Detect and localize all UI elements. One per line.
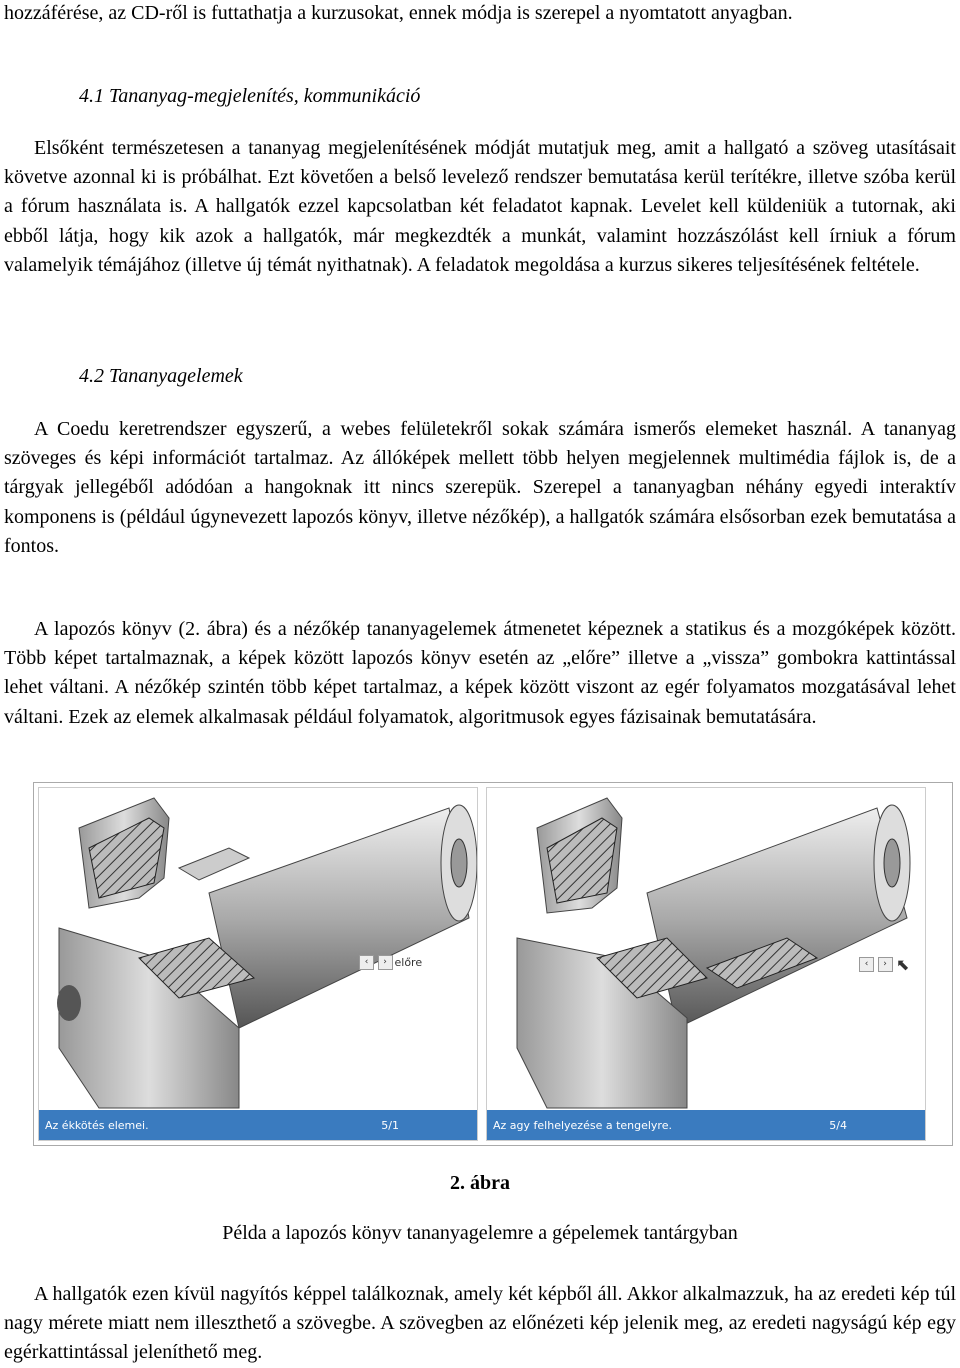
section-heading-4-1: 4.1 Tananyag-megjelenítés, kommunikáció	[79, 85, 421, 107]
figure-description: Példa a lapozós könyv tananyagelemre a gépelemek tantárgyban	[222, 1222, 738, 1244]
mouse-cursor-icon: ⬉	[896, 955, 910, 974]
back-button[interactable]: ‹	[359, 955, 374, 970]
next-button-right[interactable]: ›	[878, 957, 893, 972]
next-button[interactable]: ›	[378, 955, 393, 970]
section-4-1-paragraph: Elsőként természetesen a tananyag megjelenítésének módját mutatjuk meg, amit a hallgató a szöveg utasításait követve azonnal ki is próbálhat. Ezt követően a belső levelező rendszer bemutatása kerül terítékre, illetve szóba kerül a fórum használata is. A hallgatók ezzel kapcsolatban két feladatot kapnak. Levelet kell küldeniük a tutornak, aki ebből látja, hogy kik azok a hallgatók, már megkezdték a munkát, valamint hozzászólást kell írniuk a fórum valamelyik témájához (illetve új témát nyithatnak). A feladatok megoldása a kurzus sikeres teljesítésének feltétele.	[4, 137, 956, 276]
closing-paragraph: A hallgatók ezen kívül nagyítós képpel találkoznak, amely két képből áll. Akkor alkalmazzuk, ha az eredeti kép túl nagy mérete miatt nem illeszthető a szövegbe. A szövegben az előnézeti kép jelenik meg, az eredeti nagyságú kép egy egérkattintással jeleníthető meg.	[4, 1283, 956, 1364]
caption-left: Az ékkötés elemei.	[45, 1119, 149, 1132]
intro-text: hozzáférése, az CD-ről is futtathatja a kurzusokat, ennek módja is szerepel a nyomtatott anyagban.	[4, 2, 793, 24]
flipbook-nav-right	[859, 955, 909, 974]
flipbook-figure	[33, 782, 953, 1146]
page-counter-right: 5/4	[829, 1119, 847, 1132]
section-heading-4-2: 4.2 Tananyagelemek	[79, 365, 243, 387]
next-label: előre	[394, 956, 423, 969]
flipbook-panel-right	[486, 787, 926, 1141]
page-counter-left: 5/1	[381, 1119, 399, 1132]
keyed-joint-illustration-left	[39, 788, 477, 1110]
keyed-joint-illustration-right	[487, 788, 925, 1110]
flipbook-nav	[359, 955, 426, 970]
caption-bar-right	[487, 1110, 925, 1140]
back-button-right[interactable]: ‹	[859, 957, 874, 972]
section-4-2-paragraph-1: A Coedu keretrendszer egyszerű, a webes felületekről sokak számára ismerős elemeket használ. A tananyag szöveges és képi információt tartalmaz. Az állóképek mellett több helyen megjelennek multimédia fájlok is, de a tárgyak jellegéből adódóan a hangoknak itt nincs szerepük. Szerepel a tananyagban néhány egyedi interaktív komponens is (például úgynevezett lapozós könyv, illetve nézőkép), a hallgatók számára elsősorban ezek bemutatása a fontos.	[4, 418, 956, 557]
caption-right: Az agy felhelyezése a tengelyre.	[493, 1119, 672, 1132]
caption-bar-left	[39, 1110, 477, 1140]
figure-label: 2. ábra	[450, 1172, 510, 1194]
section-4-2-paragraph-2: A lapozós könyv (2. ábra) és a nézőkép tananyagelemek átmenetet képeznek a statikus és a mozgóképek között. Több képet tartalmaznak, a képek között lapozós könyv esetén az „előre” illetve a „vissza” gombokra kattintással lehet váltani. A nézőkép szintén több képet tartalmaz, a képek között viszont az egér folyamatos mozgatásával lehet váltani. Ezek az elemek alkalmasak például folyamatok, algoritmusok egyes fázisainak bemutatására.	[4, 618, 956, 728]
flipbook-panel-left	[38, 787, 478, 1141]
